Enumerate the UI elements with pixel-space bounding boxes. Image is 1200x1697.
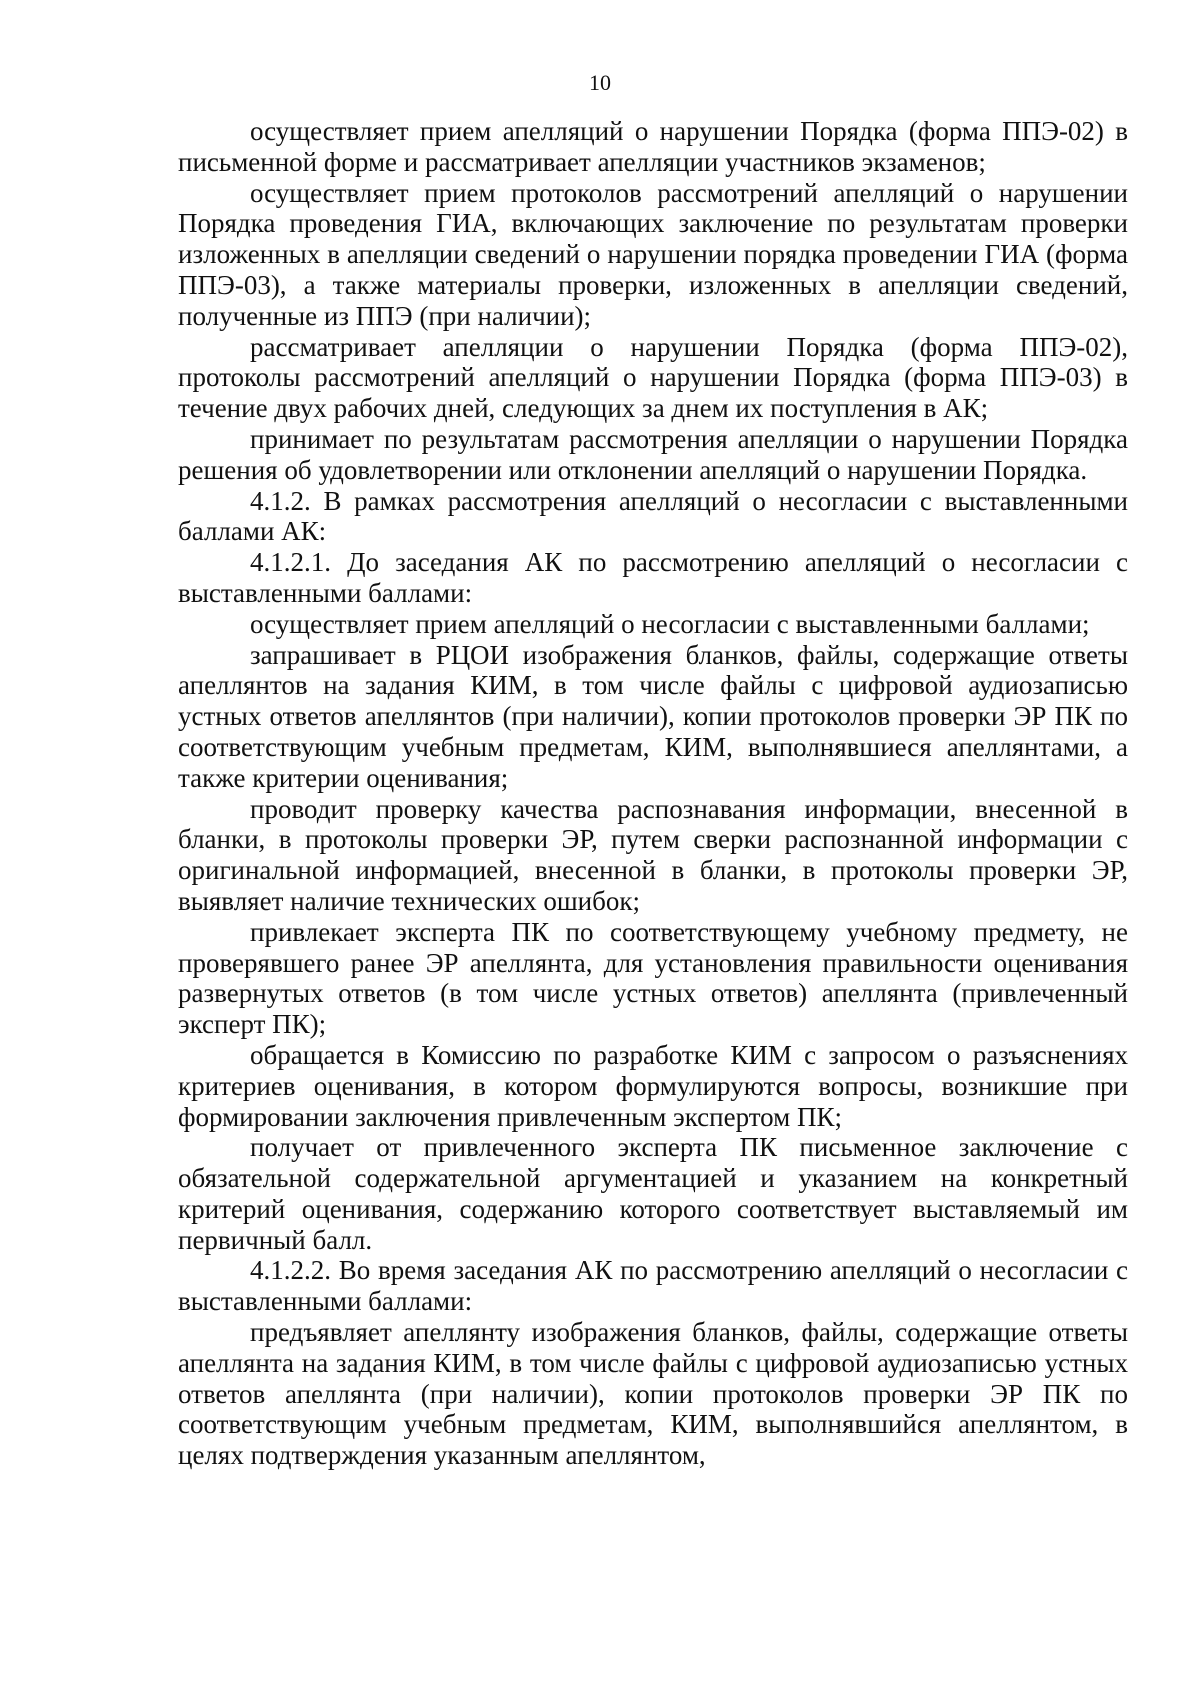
page-number: 10 [589,70,611,95]
paragraph: получает от привлеченного эксперта ПК письменное заключение с обязательной содержательной аргументацией и указанием на конкретный критерий оценивания, содержанию которого соответствует выставляемый им первичный балл. [178,1132,1128,1255]
paragraph: привлекает эксперта ПК по соответствующему учебному предмету, не проверявшего ранее ЭР апеллянта, для установления правильности оценивания развернутых ответов (в том числе устных ответов) апеллянта (привлеченный эксперт ПК); [178,916,1128,1040]
paragraph: принимает по результатам рассмотрения апелляции о нарушении Порядка решения об удовлетворении или отклонении апелляций о нарушении Порядка. [178,423,1128,485]
paragraph: обращается в Комиссию по разработке КИМ с запросом о разъяснениях критериев оценивания, в котором формулируются вопросы, возникшие при формировании заключения привлеченным экспертом ПК; [178,1039,1128,1132]
paragraph: предъявляет апеллянту изображения бланков, файлы, содержащие ответы апеллянта на задания КИМ, в том числе файлы с цифровой аудиозаписью устных ответов апеллянта (при наличии), копии протоколов проверки ЭР ПК по соответствующим учебным предметам, КИМ, выполнявшийся апеллянтом, в целях подтверждения указанным апеллянтом, [178,1317,1128,1471]
document-body [178,116,1128,1471]
paragraph: осуществляет прием апелляций о нарушении Порядка (форма ППЭ-02) в письменной форме и рассматривает апелляции участников экзаменов; [178,116,1128,177]
paragraph: осуществляет прием протоколов рассмотрений апелляций о нарушении Порядка проведения ГИА, включающих заключение по результатам проверки изложенных в апелляции сведений о нарушении порядка проведении ГИА (форма ППЭ-03), а также материалы проверки, изложенных в апелляции сведений, полученные из ППЭ (при наличии); [178,177,1128,331]
paragraph: осуществляет прием апелляций о несогласии с выставленными баллами; [250,608,1090,639]
section-heading-4-1-2-2: 4.1.2.2. Во время заседания АК по рассмотрению апелляций о несогласии с выставленными баллами: [178,1255,1128,1317]
paragraph: проводит проверку качества распознавания информации, внесенной в бланки, в протоколы проверки ЭР, путем сверки распознанной информации с оригинальной информацией, внесенной в бланки, в протоколы проверки ЭР, выявляет наличие технических ошибок; [178,793,1128,916]
section-heading-4-1-2-1: 4.1.2.1. До заседания АК по рассмотрению апелляций о несогласии с выставленными баллами: [178,547,1128,608]
paragraph: рассматривает апелляции о нарушении Порядка (форма ППЭ-02), протоколы рассмотрений апелляций о нарушении Порядка (форма ППЭ-03) в течение двух рабочих дней, следующих за днем их поступления в АК; [178,331,1128,424]
paragraph: запрашивает в РЦОИ изображения бланков, файлы, содержащие ответы апеллянтов на задания КИМ, в том числе файлы с цифровой аудиозаписью устных ответов апеллянтов (при наличии), копии протоколов проверки ЭР ПК по соответствующим учебным предметам, КИМ, выполнявшиеся апеллянтами, а также критерии оценивания; [178,639,1128,793]
section-heading-4-1-2: 4.1.2. В рамках рассмотрения апелляций о несогласии с выставленными баллами АК: [178,485,1128,547]
